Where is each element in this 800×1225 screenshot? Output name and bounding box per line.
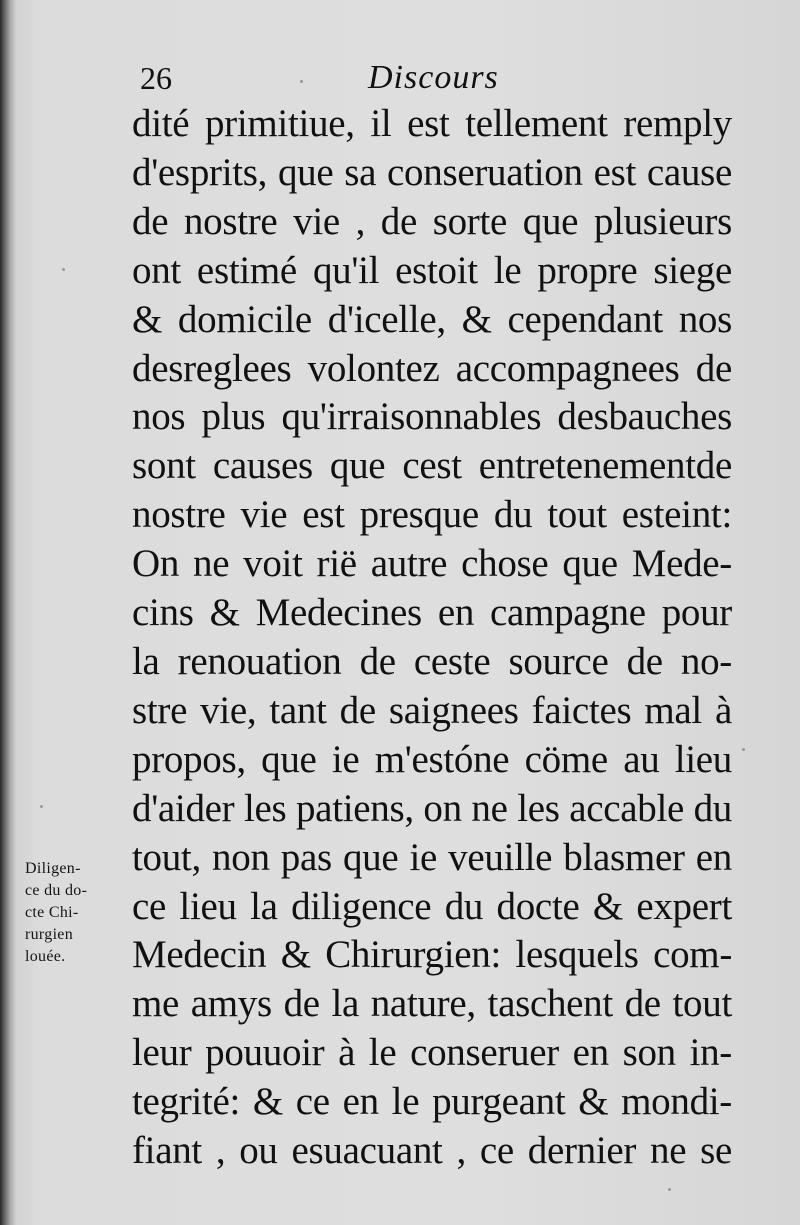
text-line: desreglees volontez accompagnees de (132, 346, 732, 390)
text-line: leur pouuoir à le conseruer en son in- (132, 1031, 732, 1075)
page-gutter-shadow (0, 0, 16, 1225)
margin-note-line: ce du do- (25, 882, 88, 899)
text-line: d'aider les patiens, on ne les accable du (132, 786, 732, 830)
text-line: ce lieu la diligence du docte & expert (132, 884, 732, 928)
text-line: sont causes que cest entretenementde (132, 444, 732, 488)
text-line: la renouation de ceste source de no- (132, 639, 732, 683)
text-line: nos plus qu'irraisonnables desbauches (132, 395, 732, 439)
margin-note-line: Diligen- (25, 860, 81, 877)
margin-note-line: cte Chi- (25, 904, 79, 921)
text-line: d'esprits, que sa conseruation est cause (132, 150, 732, 194)
text-line: & domicile d'icelle, & cependant nos (132, 297, 732, 341)
margin-note-line: louée. (25, 948, 66, 965)
running-title: Discours (368, 59, 499, 96)
text-line: stre vie, tant de saignees faictes mal à (132, 688, 732, 732)
text-line: cins & Medecines en campagne pour (132, 591, 732, 635)
body-text (132, 100, 732, 1176)
margin-note-line: rurgien (25, 926, 74, 943)
text-line: Medecin & Chirurgien: lesquels com- (132, 933, 732, 977)
text-line: tout, non pas que ie veuille blasmer en (132, 835, 732, 879)
paper-speck (40, 805, 43, 808)
text-line: de nostre vie , de sorte que plusieurs (132, 199, 732, 243)
paper-speck (742, 748, 745, 751)
text-line: nostre vie est presque du tout esteint: (132, 493, 732, 537)
margin-note (25, 858, 135, 968)
page-header (140, 58, 730, 102)
paper-speck (300, 80, 303, 83)
text-line: On ne voit rië autre chose que Mede- (132, 542, 732, 586)
page-number: 26 (140, 60, 172, 96)
text-line: tegrité: & ce en le purgeant & mondi- (132, 1080, 732, 1124)
paper-speck (668, 1188, 671, 1191)
text-line: propos, que ie m'estóne cöme au lieu (132, 737, 732, 781)
text-line: dité primitiue, il est tellement remply (132, 102, 732, 145)
text-line: ont estimé qu'il estoit le propre siege (132, 248, 732, 292)
text-line: fiant , ou esuacuant , ce dernier ne se (132, 1129, 732, 1173)
text-line: me amys de la nature, taschent de tout (132, 982, 732, 1026)
paper-speck (62, 268, 65, 271)
